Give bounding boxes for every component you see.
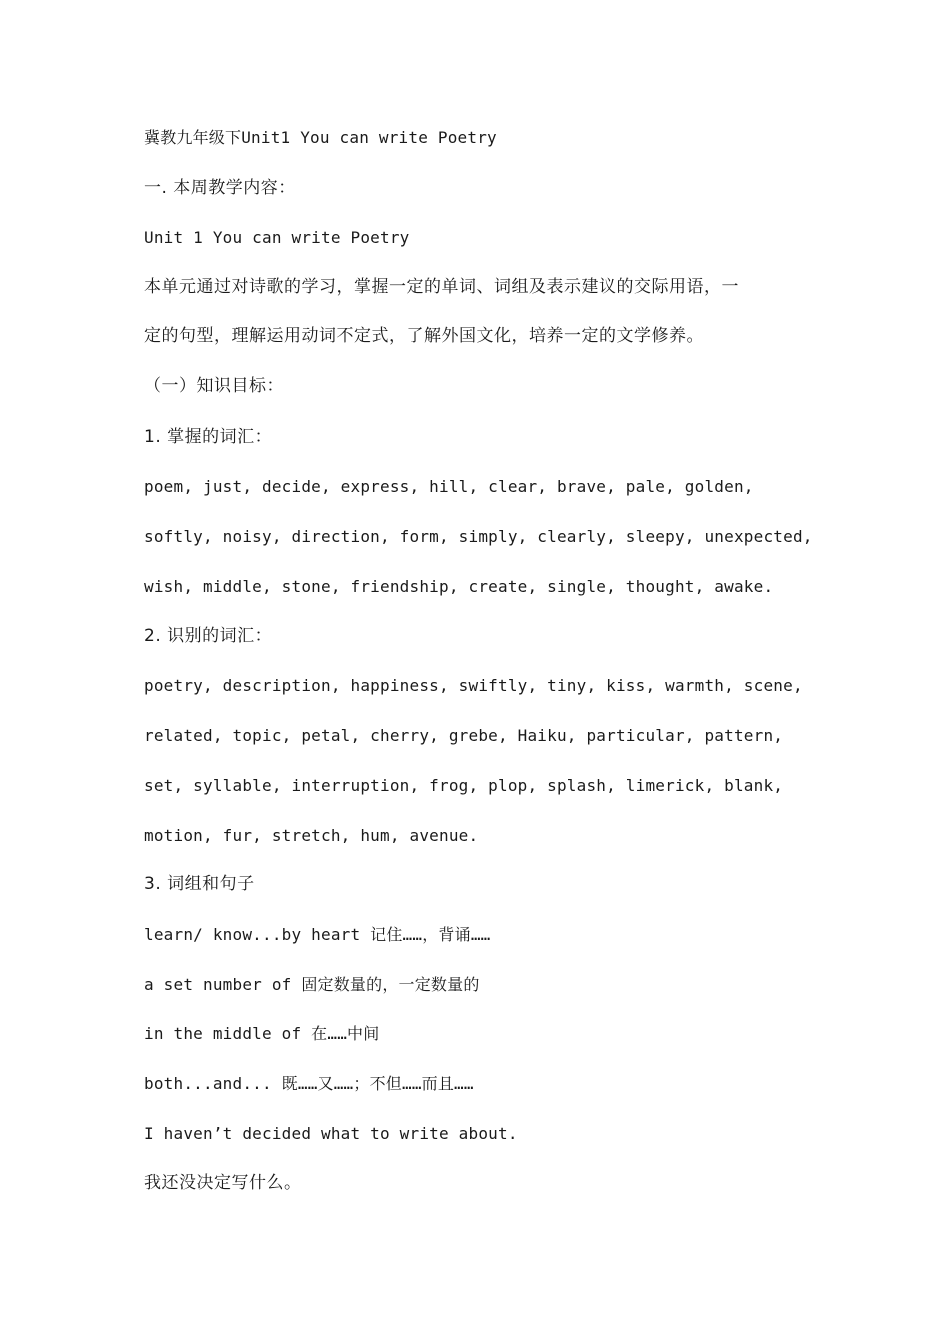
knowledge-heading: （一）知识目标：: [144, 376, 284, 396]
recognized-vocab-line-3: set, syllable, interruption, frog, plop, splash, limerick, blank,: [144, 776, 784, 795]
mastered-vocab-line-1: poem, just, decide, express, hill, clear, brave, pale, golden,: [144, 477, 754, 496]
phrase-2: a set number of 固定数量的，一定数量的: [144, 975, 480, 994]
recognized-vocab-line-1: poetry, description, happiness, swiftly, tiny, kiss, warmth, scene,: [144, 676, 803, 695]
phrase-4: both...and... 既……又……；不但……而且……: [144, 1074, 474, 1093]
intro-paragraph-line-1: 本单元通过对诗歌的学习，掌握一定的单词、词组及表示建议的交际用语，一: [144, 277, 739, 297]
mastered-vocab-line-2: softly, noisy, direction, form, simply, clearly, sleepy, unexpected,: [144, 527, 813, 546]
phrases-heading: 3. 词组和句子: [144, 874, 255, 894]
recognized-vocab-heading: 2. 识别的词汇：: [144, 626, 273, 646]
unit-title: Unit 1 You can write Poetry: [144, 228, 410, 247]
sentence-1-english: I haven’t decided what to write about.: [144, 1124, 518, 1143]
section-heading: 一. 本周教学内容：: [144, 178, 296, 198]
phrase-3: in the middle of 在……中间: [144, 1024, 380, 1043]
document-title: 冀教九年级下Unit1 You can write Poetry: [144, 128, 497, 147]
mastered-vocab-line-3: wish, middle, stone, friendship, create, single, thought, awake.: [144, 577, 774, 596]
recognized-vocab-line-4: motion, fur, stretch, hum, avenue.: [144, 826, 479, 845]
phrase-1: learn/ know...by heart 记住……，背诵……: [144, 925, 491, 944]
recognized-vocab-line-2: related, topic, petal, cherry, grebe, Haiku, particular, pattern,: [144, 726, 784, 745]
intro-paragraph-line-2: 定的句型，理解运用动词不定式，了解外国文化，培养一定的文学修养。: [144, 326, 704, 346]
mastered-vocab-heading: 1. 掌握的词汇：: [144, 427, 273, 447]
sentence-1-chinese: 我还没决定写什么。: [144, 1173, 302, 1193]
